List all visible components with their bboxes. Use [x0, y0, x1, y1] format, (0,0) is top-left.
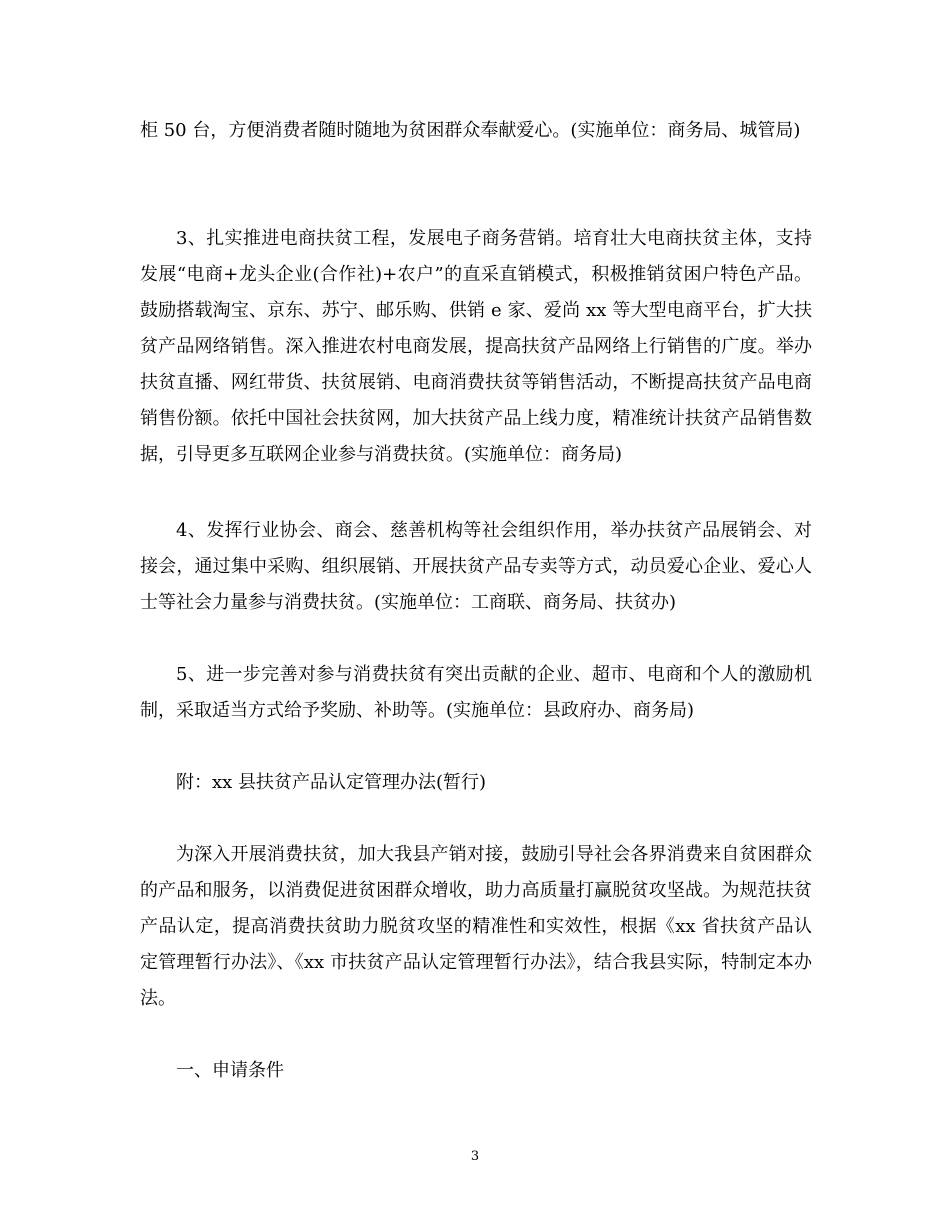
paragraph-item-3-ecommerce: 3、扎实推进电商扶贫工程，发展电子商务营销。培育壮大电商扶贫主体，支持发展“电商+龙头企业(合作社)+农户”的直采直销模式，积极推销贫困户特色产品。鼓励搭载淘宝、京东、苏宁、邮乐购、供销 e 家、爱尚 xx 等大型电商平台，扩大扶贫产品网络销售。深入推进农村电商发展，提高扶贫产品网络上行销售的广度。举办扶贫直播、网红带货、扶贫展销、电商消费扶贫等销售活动，不断提高扶贫产品电商销售份额。依托中国社会扶贫网，加大扶贫产品上线力度，精准统计扶贫产品销售数据，引导更多互联网企业参与消费扶贫。(实施单位：商务局) [140, 228, 812, 465]
appendix-heading: 附：xx 县扶贫产品认定管理办法(暂行) [176, 772, 487, 793]
paragraph-appendix-intro: 为深入开展消费扶贫，加大我县产销对接，鼓励引导社会各界消费来自贫困群众的产品和服务，以消费促进贫困群众增收，助力高质量打赢脱贫攻坚战。为规范扶贫产品认定，提高消费扶贫助力脱贫攻坚的精准性和实效性，根据《xx 省扶贫产品认定管理暂行办法》、《xx 市扶贫产品认定管理暂行办法》，结合我县实际，特制定本办法。 [140, 844, 812, 1009]
page-number: 3 [470, 1149, 480, 1164]
section-heading-application-conditions: 一、申请条件 [176, 1060, 284, 1081]
paragraph-item-4-social-organizations: 4、发挥行业协会、商会、慈善机构等社会组织作用，举办扶贫产品展销会、对接会，通过集中采购、组织展销、开展扶贫产品专卖等方式，动员爱心企业、爱心人士等社会力量参与消费扶贫。(实施单位：工商联、商务局、扶贫办) [140, 520, 812, 613]
paragraph-item-5-incentives: 5、进一步完善对参与消费扶贫有突出贡献的企业、超市、电商和个人的激励机制，采取适当方式给予奖励、补助等。(实施单位：县政府办、商务局) [140, 664, 812, 721]
paragraph-continuation: 柜 50 台，方便消费者随时随地为贫困群众奉献爱心。(实施单位：商务局、城管局) [140, 120, 801, 141]
